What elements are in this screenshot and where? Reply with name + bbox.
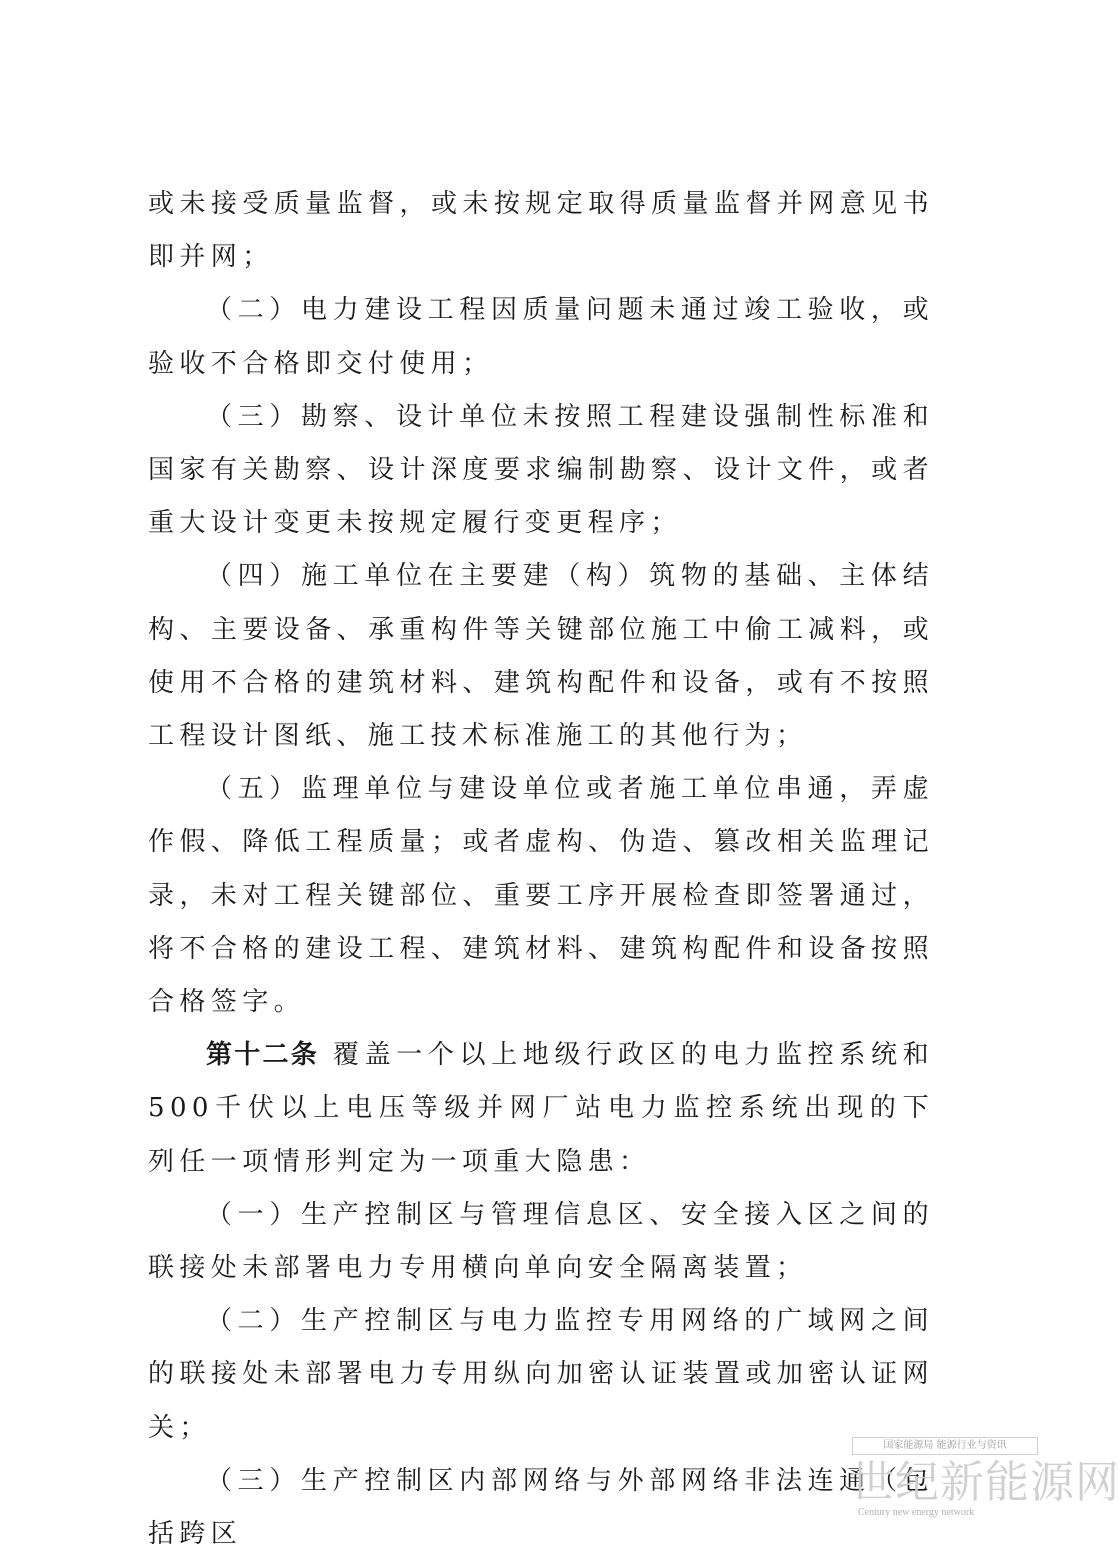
paragraph-text: （三）勘察、设计单位未按照工程建设强制性标准和国家有关勘察、设计深度要求编制勘察、设计文件，或者重大设计变更未按规定履行变更程序； bbox=[148, 401, 934, 539]
paragraph-text: 或未接受质量监督，或未按规定取得质量监督并网意见书即并网； bbox=[148, 189, 934, 273]
paragraph-text: （五）监理单位与建设单位或者施工单位串通，弄虚作假、降低工程质量；或者虚构、伪造、篡改相关监理记录，未对工程关键部位、重要工序开展检查即签署通过，将不合格的建设工程、建筑材料、建筑构配件和设备按照合格签字。 bbox=[148, 774, 934, 1018]
article-12-item-1 bbox=[148, 1189, 934, 1295]
article-12 bbox=[148, 1029, 934, 1189]
paragraph-item-2 bbox=[148, 284, 934, 390]
article-12-item-2 bbox=[148, 1295, 934, 1455]
watermark-english-name: Century new energy network bbox=[858, 1507, 975, 1518]
paragraph-text: （三）生产控制区内部网络与外部网络非法连通（包括跨区 bbox=[148, 1465, 934, 1550]
paragraph-text: （一）生产控制区与管理信息区、安全接入区之间的联接处未部署电力专用横向单向安全隔离装置； bbox=[148, 1199, 934, 1284]
watermark-slogan: 国家能源局 能源行业与资讯 bbox=[852, 1437, 1038, 1455]
article-12-item-3 bbox=[148, 1455, 934, 1561]
paragraph-spacer bbox=[319, 1040, 333, 1070]
paragraph-item-3 bbox=[148, 391, 934, 551]
paragraph-text: （二）生产控制区与电力监控专用网络的广域网之间的联接处未部署电力专用纵向加密认证装置或加密认证网关； bbox=[148, 1306, 934, 1443]
article-label: 第十二条 bbox=[206, 1040, 319, 1071]
paragraph-item-4 bbox=[148, 550, 934, 763]
document-body bbox=[148, 178, 934, 1561]
watermark-site-name: 世纪新能源网 bbox=[850, 1457, 1120, 1508]
paragraph-text: （二）电力建设工程因质量问题未通过竣工验收，或验收不合格即交付使用； bbox=[148, 295, 934, 379]
paragraph-text: （四）施工单位在主要建（构）筑物的基础、主体结构、主要设备、承重构件等关键部位施工中偷工减料，或使用不合格的建筑材料、建筑构配件和设备，或有不按照工程设计图纸、施工技术标准施工的其他行为； bbox=[148, 561, 934, 752]
paragraph-text: 覆盖一个以上地级行政区的电力监控系统和500千伏以上电压等级并网厂站电力监控系统出现的下列任一项情形判定为一项重大隐患： bbox=[148, 1040, 934, 1177]
paragraph-item-5 bbox=[148, 763, 934, 1029]
paragraph-continuation bbox=[148, 178, 934, 284]
site-watermark bbox=[850, 1437, 1120, 1521]
